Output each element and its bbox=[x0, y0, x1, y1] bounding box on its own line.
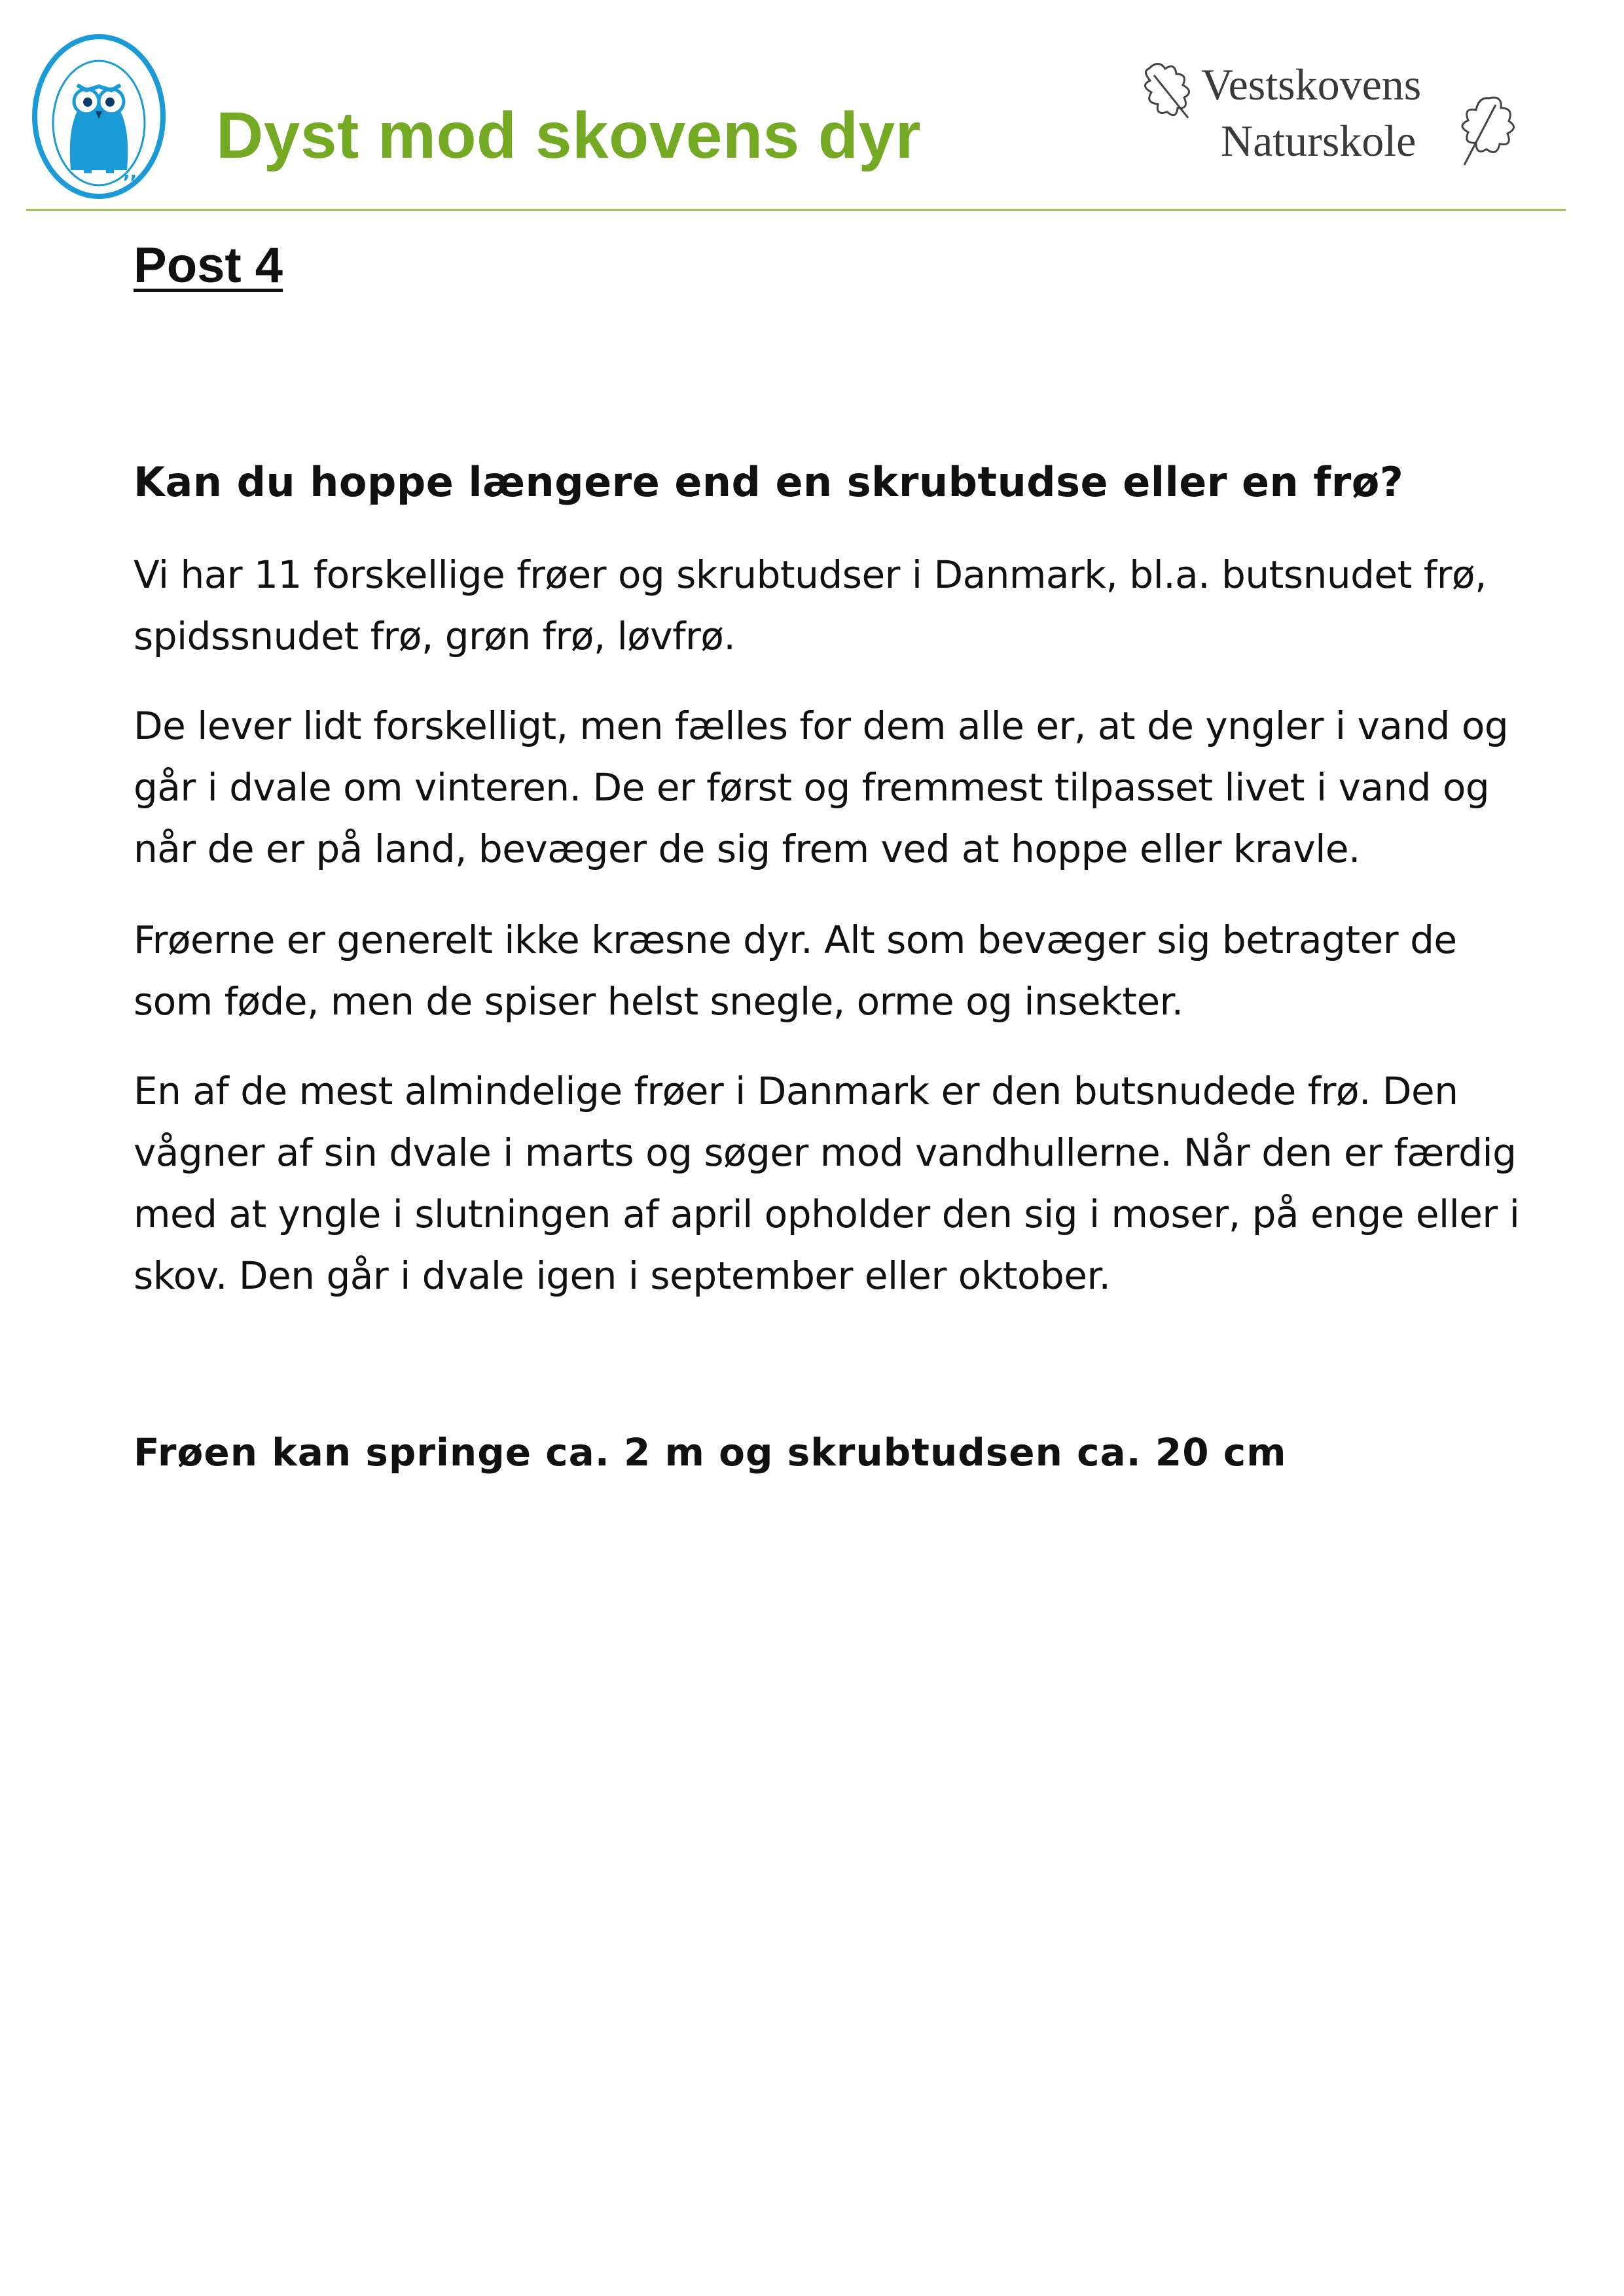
school-name-line2: Naturskole bbox=[1221, 116, 1416, 166]
paragraph-line: En af de mest almindelige frøer i Danmark er den butsnudede frø. Den bbox=[134, 1069, 1458, 1113]
post-title: Post 4 bbox=[134, 238, 283, 293]
oak-leaf-icon bbox=[1450, 92, 1522, 170]
naturvejleder-badge-logo bbox=[31, 33, 166, 200]
paragraph-1 bbox=[134, 544, 1508, 667]
paragraph-line: skov. Den går i dvale igen i september eller oktober. bbox=[134, 1253, 1111, 1298]
document-title: Dyst mod skovens dyr bbox=[216, 99, 922, 172]
paragraph-line: med at yngle i slutningen af april opholder den sig i moser, på enge eller i bbox=[134, 1192, 1520, 1236]
svg-text:,,: ,, bbox=[123, 161, 137, 183]
paragraph-line: Vi har 11 forskellige frøer og skrubtudser i Danmark, bl.a. butsnudet frø, bbox=[134, 552, 1487, 597]
paragraph-2 bbox=[134, 695, 1508, 880]
paragraph-line: Frøerne er generelt ikke kræsne dyr. Alt som bevæger sig betragter de bbox=[134, 918, 1457, 962]
paragraph-line: De lever lidt forskelligt, men fælles for dem alle er, at de yngler i vand og bbox=[134, 704, 1509, 748]
paragraph-line: vågner af sin dvale i marts og søger mod vandhullerne. Når den er færdig bbox=[134, 1130, 1517, 1175]
paragraph-3 bbox=[134, 909, 1508, 1032]
oak-leaf-icon bbox=[1136, 56, 1208, 128]
paragraph-line: når de er på land, bevæger de sig frem ved at hoppe eller kravle. bbox=[134, 827, 1360, 871]
paragraph-line: som føde, men de spiser helst snegle, orme og insekter. bbox=[134, 979, 1183, 1024]
school-name-line1: Vestskovens bbox=[1201, 60, 1422, 109]
question-heading: Kan du hoppe længere end en skrubtudse eller en frø? bbox=[134, 458, 1404, 506]
paragraph-4 bbox=[134, 1060, 1520, 1306]
paragraph-line: går i dvale om vinteren. De er først og fremmest tilpasset livet i vand og bbox=[134, 765, 1490, 810]
header-divider bbox=[26, 209, 1566, 211]
answer-text: Frøen kan springe ca. 2 m og skrubtudsen ca. 20 cm bbox=[134, 1430, 1287, 1475]
vestskovens-naturskole-logo bbox=[1136, 52, 1528, 183]
paragraph-line: spidssnudet frø, grøn frø, løvfrø. bbox=[134, 614, 736, 658]
